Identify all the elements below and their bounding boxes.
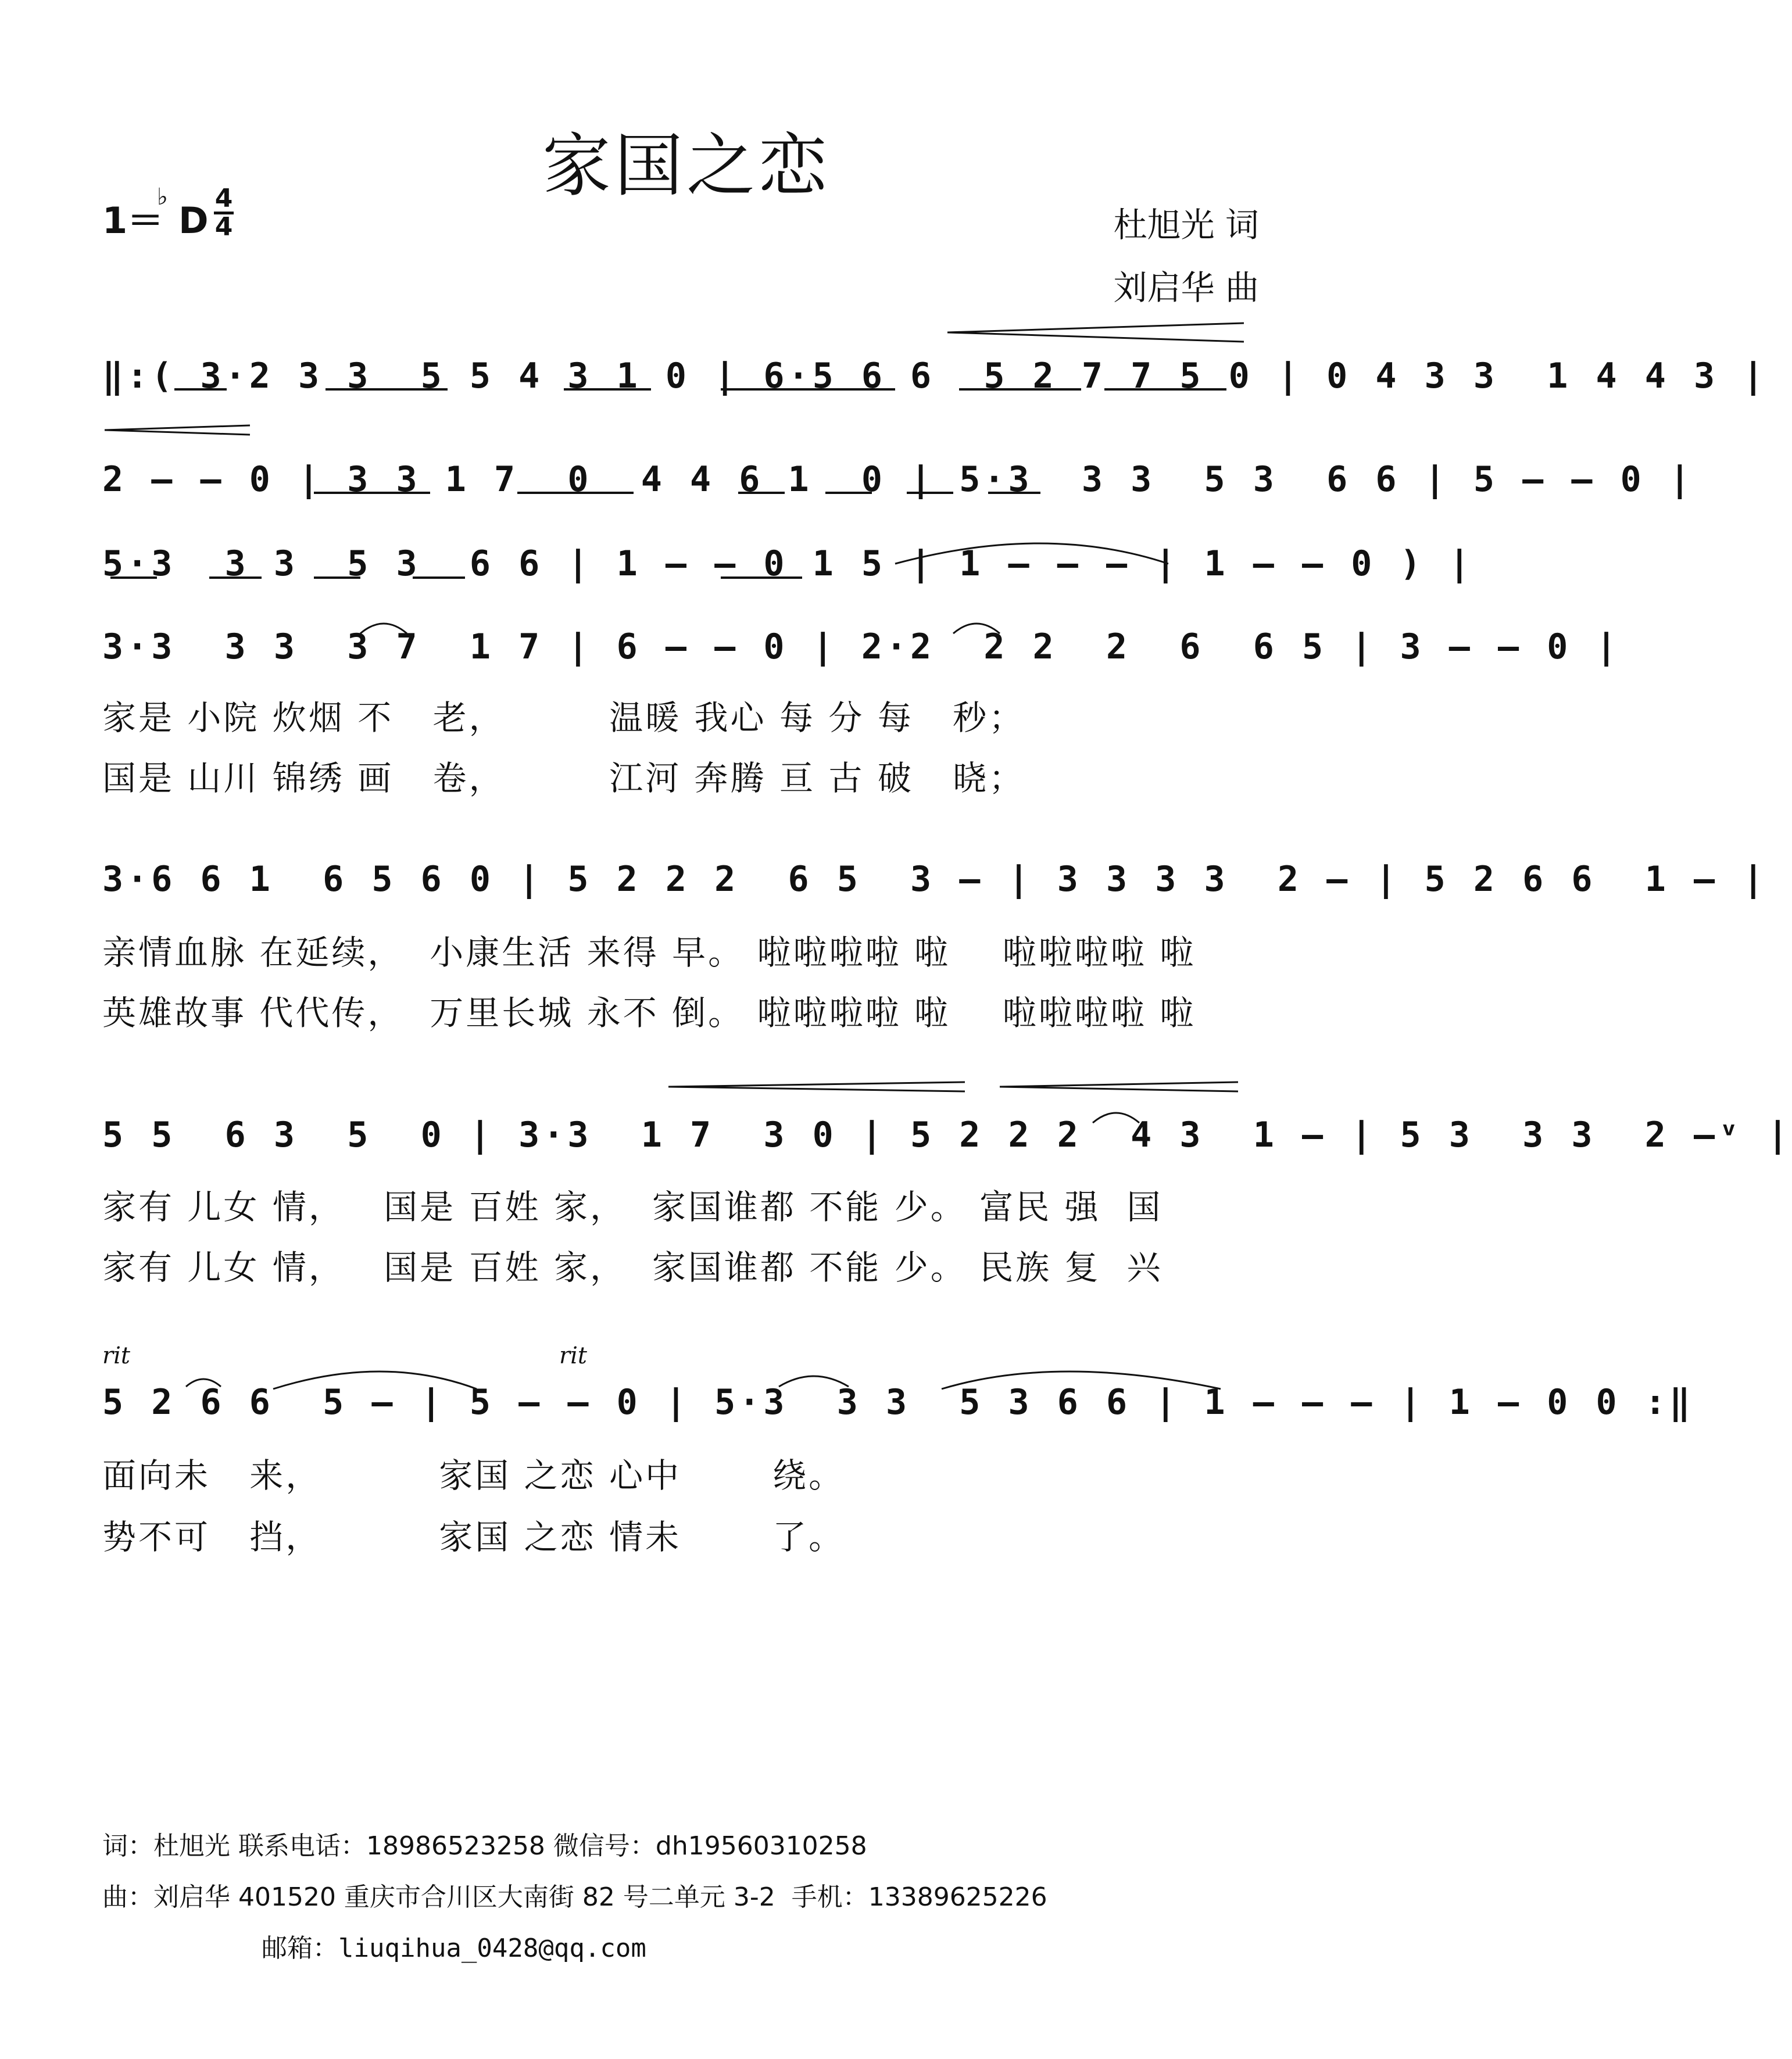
lyric-row-6-verse-2: 家有 儿女 情， 国是 百姓 家， 家国谁都 不能 少。 民族 复 兴 <box>102 1248 1163 1287</box>
staff-row-2: 2 – – 0 | 3 3 1 7 0 4 4 6 1 0 | 5·3 3 3 5 3 6 6 | 5 – – 0 | <box>102 459 1694 500</box>
tempo-mark-rit-2: rit <box>559 1342 587 1369</box>
staff-row-7: 5 2 6 6 5 – | 5 – – 0 | 5·3 3 3 5 3 6 6 | 1 – – – | 1 – 0 0 :‖ <box>102 1382 1694 1423</box>
staff-row-3: 5·3 3 3 5 3 6 6 | 1 – – 0 1 5 | 1 – – – | 1 – – 0 ) | <box>102 543 1473 584</box>
page-title: 家国之恋 <box>542 126 831 206</box>
composer-credit: 刘启华 曲 <box>1113 268 1259 307</box>
lyric-row-5-verse-2: 英雄故事 代代传， 万里长城 永不 倒。 啦啦啦啦 啦 啦啦啦啦 啦 <box>102 993 1196 1033</box>
staff-row-5: 3·6 6 1 6 5 6 0 | 5 2 2 2 6 5 3 – | 3 3 3 3 2 – | 5 2 6 6 1 – | <box>102 859 1768 900</box>
lyric-row-4-verse-2: 国是 山川 锦绣 画 卷， 江河 奔腾 亘 古 破 晓； <box>102 758 1025 798</box>
tempo-mark-rit-1: rit <box>102 1342 130 1369</box>
lyric-row-4-verse-1: 家是 小院 炊烟 不 老， 温暖 我心 每 分 每 秒； <box>102 698 1025 737</box>
lyric-row-6-verse-1: 家有 儿女 情， 国是 百姓 家， 家国谁都 不能 少。 富民 强 国 <box>102 1187 1163 1227</box>
key-flat-sign: ♭ <box>157 184 168 210</box>
lyric-row-7-verse-1: 面向未 来， 家国 之恋 心中 绕。 <box>102 1456 845 1495</box>
time-signature-bottom: 4 <box>214 212 233 242</box>
staff-row-6: 5 5 6 3 5 0 | 3·3 1 7 3 0 | 5 2 2 2 4 3 1 – | 5 3 3 3 2 –ᵛ | <box>102 1115 1792 1155</box>
lyric-row-5-verse-1: 亲情血脉 在延续， 小康生活 来得 早。 啦啦啦啦 啦 啦啦啦啦 啦 <box>102 933 1196 972</box>
key-note: D <box>178 199 209 242</box>
contact-composer: 曲：刘启华 401520 重庆市合川区大南街 82 号二单元 3-2 手机：13389625226 <box>102 1882 1047 1912</box>
time-signature-top: 4 <box>214 184 233 213</box>
lyricist-credit: 杜旭光 词 <box>1113 205 1259 245</box>
staff-row-4: 3·3 3 3 3 7 1 7 | 6 – – 0 | 2·2 2 2 2 6 6 5 | 3 – – 0 | <box>102 626 1621 667</box>
key-prefix: 1＝ <box>102 199 164 242</box>
contact-email: 邮箱：liuqihua_0428@qq.com <box>262 1933 646 1963</box>
lyric-row-7-verse-2: 势不可 挡， 家国 之恋 情未 了。 <box>102 1517 845 1557</box>
contact-lyricist: 词：杜旭光 联系电话：18986523258 微信号：dh19560310258 <box>102 1831 867 1861</box>
staff-row-1: ‖:( 3·2 3 3 5 5 4 3 1 0 | 6·5 6 6 5 2 7 7 5 0 | 0 4 3 3 1 4 4 3 | <box>102 356 1768 396</box>
